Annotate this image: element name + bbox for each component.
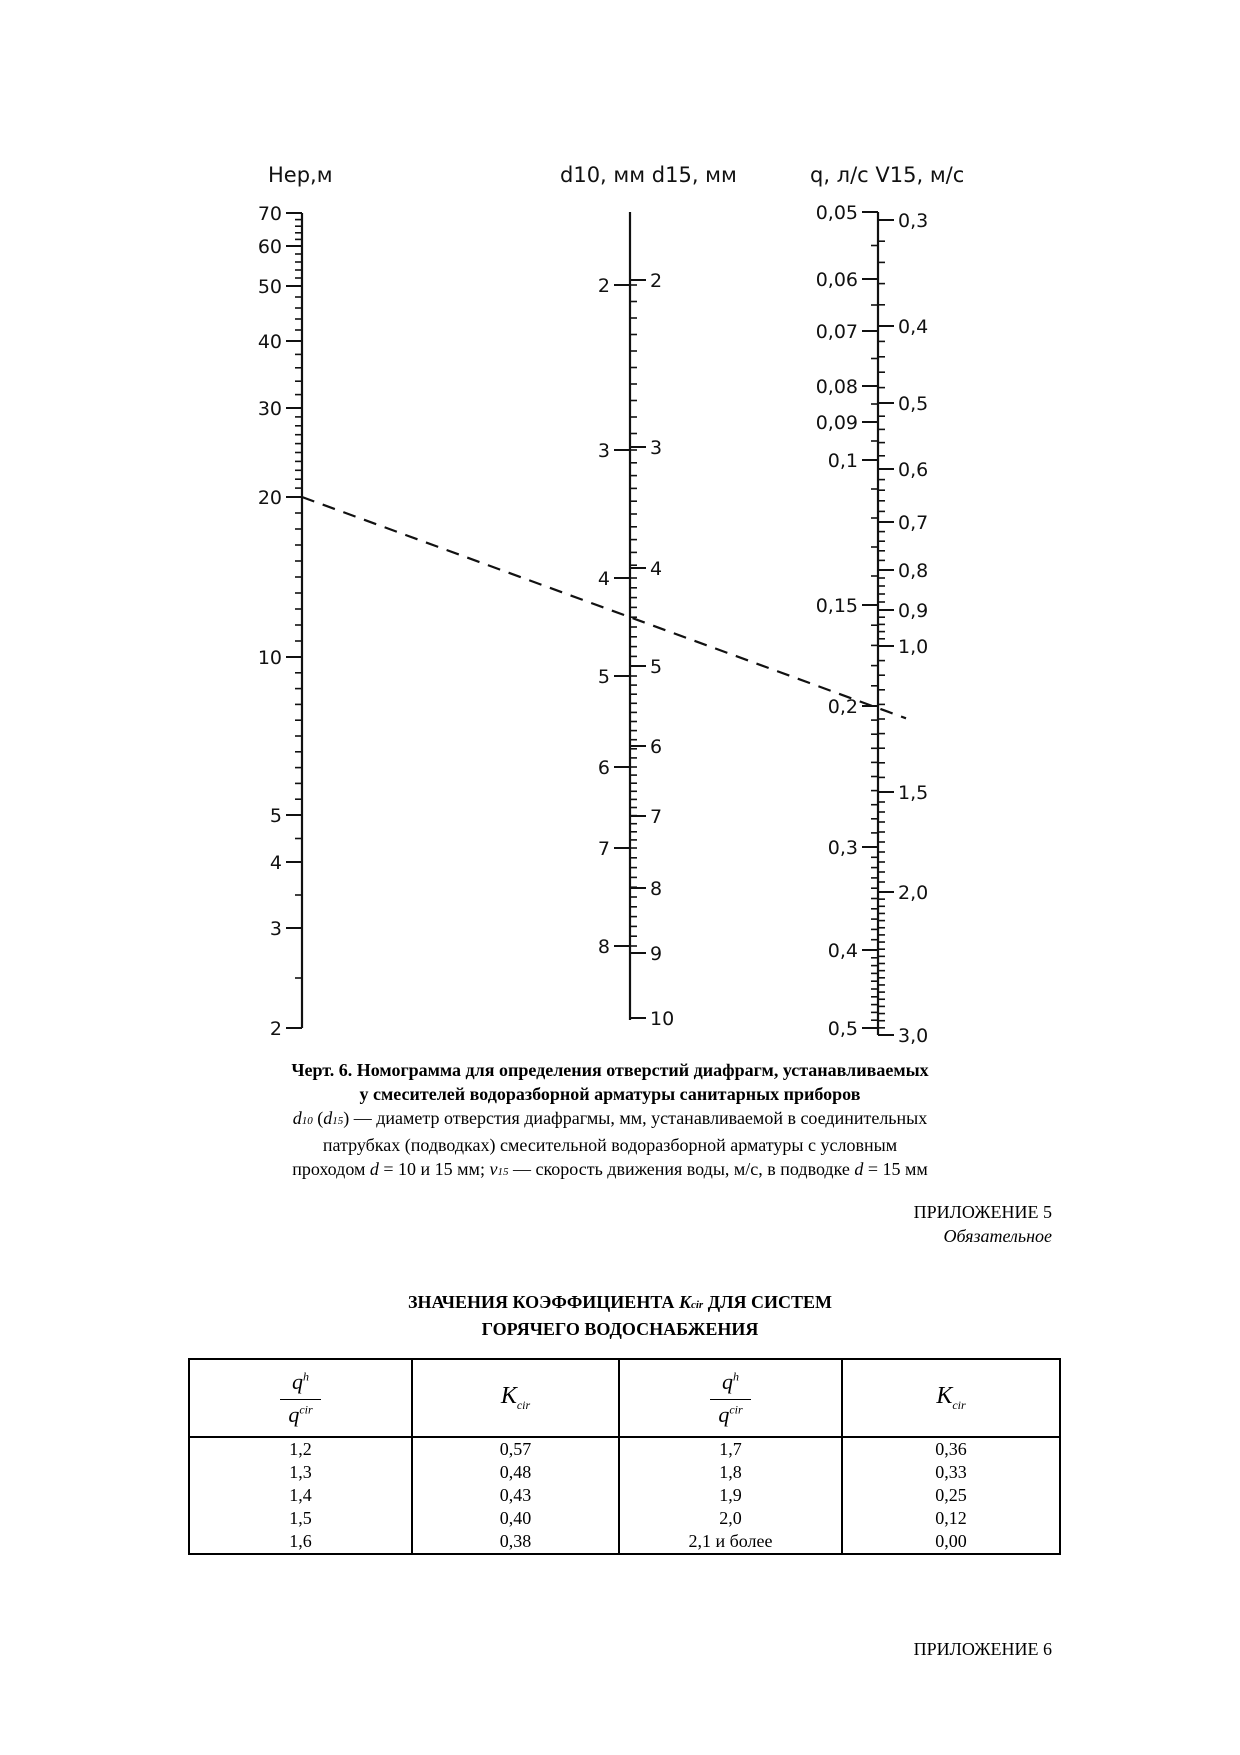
tick-label: 5 — [650, 656, 663, 678]
tick-label: 0,05 — [815, 202, 858, 224]
tick-label: 1,0 — [898, 636, 929, 658]
caption-text1: — диаметр отверстия диафрагмы, мм, устанавливаемой в соединительных — [349, 1108, 928, 1128]
d10-symbol: d — [292, 1108, 302, 1128]
tick-label: 30 — [257, 398, 282, 420]
k-letter: K — [500, 1383, 517, 1410]
caption-text-line2: патрубках (подводках) смесительной водоразборной арматуры с условным — [322, 1135, 898, 1155]
section-title — [300, 1290, 940, 1341]
frac-den-2: q — [718, 1401, 730, 1427]
caption-text3b: = 10 и 15 мм; — [378, 1159, 490, 1179]
table-cell: 0,00 — [842, 1530, 1060, 1554]
axis-header: Hер,м — [268, 163, 333, 187]
tick-label: 5 — [597, 666, 610, 688]
v-symbol: v — [489, 1159, 498, 1179]
figure-caption — [180, 1058, 1040, 1184]
tick-label: 6 — [650, 736, 663, 758]
table-cell: 1,6 — [189, 1530, 412, 1554]
table-cell: 1,3 — [189, 1461, 412, 1484]
tick-label: 0,3 — [827, 837, 858, 859]
tick-label: 50 — [257, 276, 282, 298]
table-cell: 0,38 — [412, 1530, 619, 1554]
tick-label: 2 — [650, 270, 663, 292]
tick-label: 4 — [269, 852, 282, 874]
tick-label: 3 — [269, 918, 282, 940]
tick-label: 0,08 — [815, 376, 858, 398]
table-header-row — [189, 1359, 1060, 1437]
table-row — [189, 1437, 1060, 1461]
table-cell: 0,33 — [842, 1461, 1060, 1484]
table-cell: 0,48 — [412, 1461, 619, 1484]
k-sub-2: cir — [952, 1397, 966, 1412]
axis-header: d10, мм d15, мм — [560, 163, 737, 187]
tick-label: 2 — [597, 275, 610, 297]
frac-den: q — [288, 1401, 300, 1427]
caption-text3d: = 15 мм — [863, 1159, 928, 1179]
table-cell: 0,12 — [842, 1507, 1060, 1530]
caption-text-line3 — [180, 1157, 1040, 1184]
table-cell: 1,5 — [189, 1507, 412, 1530]
tick-label: 60 — [257, 236, 282, 258]
caption-text3a: проходом — [292, 1159, 370, 1179]
tick-label: 2 — [269, 1018, 282, 1040]
tick-label: 2,0 — [898, 882, 929, 904]
table-row — [189, 1461, 1060, 1484]
tick-label: 0,4 — [827, 940, 858, 962]
frac-num-sup-2: h — [733, 1369, 739, 1384]
tick-label: 7 — [650, 806, 663, 828]
tick-label: 0,07 — [815, 321, 858, 343]
tick-label: 7 — [597, 838, 610, 860]
tick-label: 4 — [597, 568, 610, 590]
tick-label: 9 — [650, 943, 663, 965]
tick-label: 8 — [597, 936, 610, 958]
tick-label: 0,8 — [898, 560, 929, 582]
caption-title-line2: у смесителей водоразборной арматуры санитарных приборов — [359, 1084, 861, 1104]
tick-label: 0,06 — [815, 269, 858, 291]
section-title-line1 — [300, 1290, 940, 1317]
tick-label: 40 — [257, 331, 282, 353]
section-title-line2: ГОРЯЧЕГО ВОДОСНАБЖЕНИЯ — [481, 1319, 759, 1339]
table-cell: 1,7 — [619, 1437, 842, 1461]
frac-num-sup: h — [303, 1369, 309, 1384]
frac-den-sup: cir — [299, 1402, 313, 1417]
frac-num: q — [292, 1368, 303, 1394]
k-subscript: cir — [690, 1299, 704, 1311]
k-sub: cir — [516, 1397, 531, 1412]
tick-label: 8 — [650, 878, 663, 900]
table-cell: 1,8 — [619, 1461, 842, 1484]
tick-label: 10 — [257, 647, 282, 669]
header-ratio-1 — [189, 1359, 412, 1437]
table-cell: 2,1 и более — [619, 1530, 842, 1554]
tick-label: 0,15 — [815, 595, 858, 617]
axis-header: q, л/с V15, м/с — [810, 163, 965, 187]
table-cell: 1,9 — [619, 1484, 842, 1507]
tick-label: 10 — [650, 1008, 675, 1030]
annex-5-header — [914, 1200, 1052, 1248]
header-ratio-2 — [619, 1359, 842, 1437]
header-kcir-1 — [412, 1359, 619, 1437]
tick-label: 0,9 — [898, 600, 929, 622]
tick-label: 0,5 — [898, 393, 929, 415]
v15-subscript: 15 — [497, 1166, 509, 1178]
caption-title-line1: Черт. 6. Номограмма для определения отверстий диафрагм, устанавливаемых — [291, 1060, 929, 1080]
table-cell: 0,57 — [412, 1437, 619, 1461]
tick-label: 3,0 — [898, 1025, 929, 1047]
k-letter-2: K — [936, 1383, 953, 1410]
table-cell: 1,4 — [189, 1484, 412, 1507]
tick-label: 20 — [257, 487, 282, 509]
table-cell: 0,36 — [842, 1437, 1060, 1461]
table-cell: 1,2 — [189, 1437, 412, 1461]
tick-label: 3 — [597, 440, 610, 462]
d10-subscript: 10 — [301, 1115, 313, 1127]
tick-label: 0,3 — [898, 210, 929, 232]
tick-label: 0,4 — [898, 316, 929, 338]
tick-label: 0,2 — [827, 696, 858, 718]
frac-num-2: q — [722, 1368, 733, 1394]
caption-text-line1: d10 (d15) — диаметр отверстия диафрагмы, мм, устанавливаемой в соединительных — [292, 1108, 928, 1128]
tick-label: 1,5 — [898, 782, 929, 804]
d-symbol-2: d — [854, 1159, 864, 1179]
tick-label: 6 — [597, 757, 610, 779]
annex-5-title: ПРИЛОЖЕНИЕ 5 — [913, 1202, 1052, 1222]
annex-5-status: Обязательное — [943, 1226, 1052, 1246]
tick-label: 3 — [650, 437, 663, 459]
kcir-table — [188, 1358, 1061, 1555]
tick-label: 0,7 — [898, 512, 929, 534]
k-symbol: K — [678, 1292, 691, 1312]
table-row — [189, 1507, 1060, 1530]
table-cell: 0,25 — [842, 1484, 1060, 1507]
tick-label: 0,5 — [827, 1018, 858, 1040]
frac-den-sup-2: cir — [729, 1402, 743, 1417]
d15-symbol: d — [323, 1108, 333, 1128]
ratio-fraction-2 — [710, 1369, 750, 1428]
tick-label: 0,6 — [898, 459, 929, 481]
table-row — [189, 1484, 1060, 1507]
tick-label: 5 — [269, 805, 282, 827]
tick-label: 0,1 — [827, 450, 858, 472]
section-title-part2: ДЛЯ СИСТЕМ — [703, 1292, 832, 1312]
tick-label: 0,09 — [815, 412, 858, 434]
annex-6-header — [914, 1637, 1052, 1661]
header-kcir-2 — [842, 1359, 1060, 1437]
table-cell: 0,40 — [412, 1507, 619, 1530]
table-cell: 0,43 — [412, 1484, 619, 1507]
caption-text3c: — скорость движения воды, м/с, в подводке — [508, 1159, 855, 1179]
table-row — [189, 1530, 1060, 1554]
section-title-part1: ЗНАЧЕНИЯ КОЭФФИЦИЕНТА — [408, 1292, 679, 1312]
annex-6-title: ПРИЛОЖЕНИЕ 6 — [913, 1639, 1052, 1659]
d15-subscript: 15 — [332, 1115, 344, 1127]
ratio-fraction — [280, 1369, 320, 1428]
table-cell: 2,0 — [619, 1507, 842, 1530]
tick-label: 4 — [650, 558, 663, 580]
d-symbol: d — [369, 1159, 379, 1179]
tick-label: 70 — [257, 203, 282, 225]
